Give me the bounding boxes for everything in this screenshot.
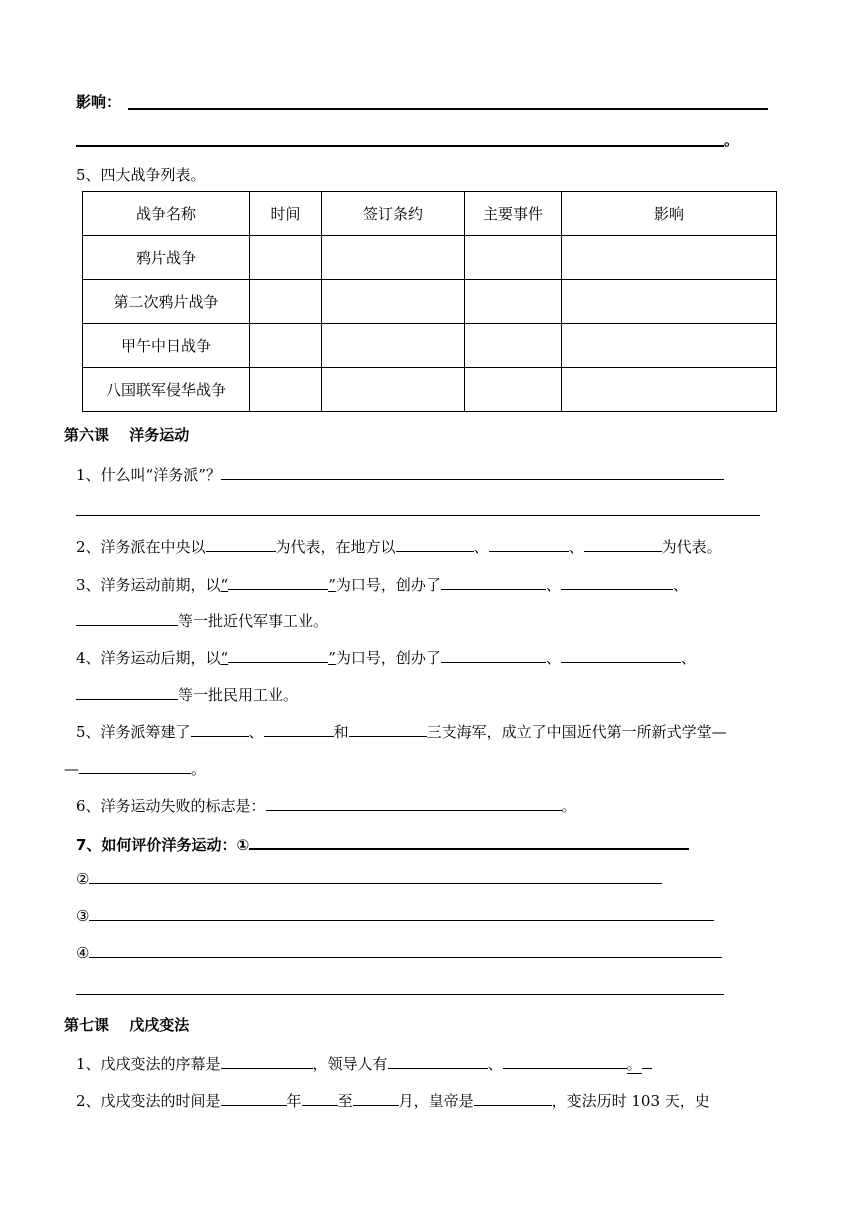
header-events: 主要事件 — [465, 192, 562, 236]
answer-cell[interactable] — [562, 324, 777, 368]
q3-text-a: 3、洋务运动前期，以 — [76, 576, 221, 594]
to-text: 至 — [337, 1092, 353, 1110]
q4-blank-1[interactable] — [441, 646, 546, 663]
answer-cell[interactable] — [465, 324, 562, 368]
table-row — [83, 368, 777, 412]
lesson6-title: 第六课 洋务运动 — [64, 426, 190, 444]
sep: 、 — [248, 723, 264, 741]
impact-end: 。 — [724, 131, 740, 149]
q6-end: 。 — [561, 797, 577, 815]
q3-blank-1[interactable] — [441, 573, 546, 590]
answer-cell[interactable] — [465, 236, 562, 280]
table-row — [83, 236, 777, 280]
q6-blank[interactable] — [266, 794, 562, 811]
q4-blank-slogan[interactable] — [228, 646, 328, 663]
q3-blank-slogan[interactable] — [228, 573, 328, 590]
table-header-row — [83, 192, 777, 236]
q7-line-2 — [76, 867, 662, 889]
year-text: 年 — [286, 1092, 302, 1110]
impact-line — [76, 92, 121, 112]
q7-line-3 — [76, 904, 714, 926]
q4-text-b: 为口号，创办了 — [335, 649, 441, 667]
answer-cell[interactable] — [562, 236, 777, 280]
answer-cell[interactable] — [322, 324, 465, 368]
answer-cell[interactable] — [322, 236, 465, 280]
marker-2: ② — [76, 870, 90, 888]
quote-open: “ — [220, 576, 229, 594]
sep: 、 — [473, 538, 489, 556]
marker-4: ④ — [76, 944, 90, 962]
answer-cell[interactable] — [250, 236, 322, 280]
q5-end: 。 — [191, 760, 207, 778]
q7-blank-2[interactable] — [89, 867, 662, 884]
q2-blank-local-2[interactable] — [489, 535, 569, 552]
answer-cell[interactable] — [465, 280, 562, 324]
q4-text-a: 4、洋务运动后期，以 — [76, 649, 221, 667]
war-name-cell: 鸦片战争 — [83, 236, 250, 280]
marker-3: ③ — [76, 907, 90, 925]
q5-blank-2[interactable] — [264, 720, 334, 737]
lesson6-q7 — [76, 832, 689, 855]
sep: 、 — [545, 649, 561, 667]
answer-cell[interactable] — [562, 368, 777, 412]
lesson7-q1 — [76, 1052, 652, 1074]
impact-answer-blank-1[interactable] — [128, 108, 768, 110]
lesson6-q5-cont — [64, 757, 206, 779]
sep: 、 — [545, 576, 561, 594]
q3-blank-2[interactable] — [561, 573, 673, 590]
l7q2-blank-start[interactable] — [302, 1089, 338, 1106]
q2-blank-local-1[interactable] — [396, 535, 474, 552]
q7-blank-4[interactable] — [89, 941, 722, 958]
l7q1-end: 。 — [626, 1055, 642, 1073]
header-impact: 影响 — [562, 192, 777, 236]
answer-cell[interactable] — [250, 368, 322, 412]
war-name-cell: 甲午中日战争 — [83, 324, 250, 368]
answer-cell[interactable] — [562, 280, 777, 324]
table-row — [83, 280, 777, 324]
impact-answer-blank-2[interactable] — [76, 145, 724, 147]
l7q1-blank-prelude[interactable] — [221, 1052, 313, 1069]
q5-blank-3[interactable] — [349, 720, 427, 737]
month-text: 月，皇帝是 — [398, 1092, 474, 1110]
sep: 、 — [568, 538, 584, 556]
l7q2-text-a: 2、戊戌变法的时间是 — [76, 1092, 221, 1110]
q2-blank-central[interactable] — [206, 535, 276, 552]
answer-cell[interactable] — [250, 324, 322, 368]
l7q2-blank-end[interactable] — [353, 1089, 399, 1106]
answer-cell[interactable] — [322, 280, 465, 324]
l7q1-text-b: ，领导人有 — [312, 1055, 388, 1073]
q5-text-a: 5、洋务派筹建了 — [76, 723, 191, 741]
lesson7-q2 — [76, 1089, 710, 1111]
answer-cell[interactable] — [322, 368, 465, 412]
lesson6-q6 — [76, 794, 577, 816]
quote-close: ” — [328, 649, 336, 667]
header-treaty: 签订条约 — [322, 192, 465, 236]
q1-blank[interactable] — [221, 463, 724, 480]
q2-text-b: 为代表，在地方以 — [275, 538, 396, 556]
l7q1-text-a: 1、戊戌变法的序幕是 — [76, 1055, 221, 1073]
sep: 、 — [680, 649, 696, 667]
impact-label: 影响： — [76, 93, 122, 111]
l7q1-blank-leader-2[interactable] — [503, 1052, 627, 1069]
answer-cell[interactable] — [250, 280, 322, 324]
q4-blank-2[interactable] — [561, 646, 681, 663]
quote-close: ” — [328, 576, 336, 594]
war-table — [82, 191, 777, 412]
q2-text-a: 2、洋务派在中央以 — [76, 538, 206, 556]
sep: 、 — [672, 576, 688, 594]
q3-blank-3[interactable] — [76, 609, 178, 626]
q5-blank-school[interactable] — [79, 757, 191, 774]
q4-blank-3[interactable] — [76, 683, 178, 700]
q1-blank-2[interactable] — [76, 515, 760, 516]
l7q2-text-b: ，变法历时 103 天，史 — [551, 1092, 710, 1110]
sep: 、 — [487, 1055, 503, 1073]
q3-text-c: 等一批近代军事工业。 — [178, 612, 329, 630]
lesson6-q3-cont — [76, 609, 328, 631]
l7q2-blank-emperor[interactable] — [474, 1089, 552, 1106]
q1-text: 1、什么叫“洋务派”？ — [76, 466, 221, 484]
q6-text: 6、洋务运动失败的标志是： — [76, 797, 266, 815]
lesson6-q1 — [76, 463, 724, 485]
l7q1-blank-tail — [642, 1052, 652, 1069]
lesson7-title: 第七课 戊戌变法 — [64, 1016, 190, 1034]
lesson6-q3 — [76, 573, 688, 595]
l7q1-blank-leader-1[interactable] — [388, 1052, 488, 1069]
q2-text-c: 为代表。 — [661, 538, 722, 556]
header-war-name: 战争名称 — [83, 192, 250, 236]
lesson6-q4 — [76, 646, 696, 668]
quote-open: “ — [220, 649, 229, 667]
q7-line-4 — [76, 941, 722, 963]
war-name-cell: 第二次鸦片战争 — [83, 280, 250, 324]
q7-blank-3[interactable] — [89, 904, 714, 921]
lesson6-q5 — [76, 720, 727, 742]
q7-text: 7、如何评价洋务运动：① — [76, 836, 250, 854]
lesson6-q4-cont — [76, 683, 298, 705]
q5-blank-1[interactable] — [191, 720, 249, 737]
q7-blank-1[interactable] — [249, 832, 689, 850]
war-table-title: 5、四大战争列表。 — [76, 166, 206, 184]
q4-text-c: 等一批民用工业。 — [178, 686, 299, 704]
q3-text-b: 为口号，创办了 — [335, 576, 441, 594]
answer-cell[interactable] — [465, 368, 562, 412]
q2-blank-local-3[interactable] — [584, 535, 662, 552]
lesson6-q2 — [76, 535, 722, 557]
table-row — [83, 324, 777, 368]
l7q2-blank-year[interactable] — [221, 1089, 287, 1106]
header-time: 时间 — [250, 192, 322, 236]
q5-text-b: 三支海军，成立了中国近代第一所新式学堂— — [426, 723, 727, 741]
q5-dash: — — [64, 760, 79, 778]
and-text: 和 — [333, 723, 349, 741]
war-name-cell: 八国联军侵华战争 — [83, 368, 250, 412]
q7-blank-5[interactable] — [76, 994, 724, 995]
